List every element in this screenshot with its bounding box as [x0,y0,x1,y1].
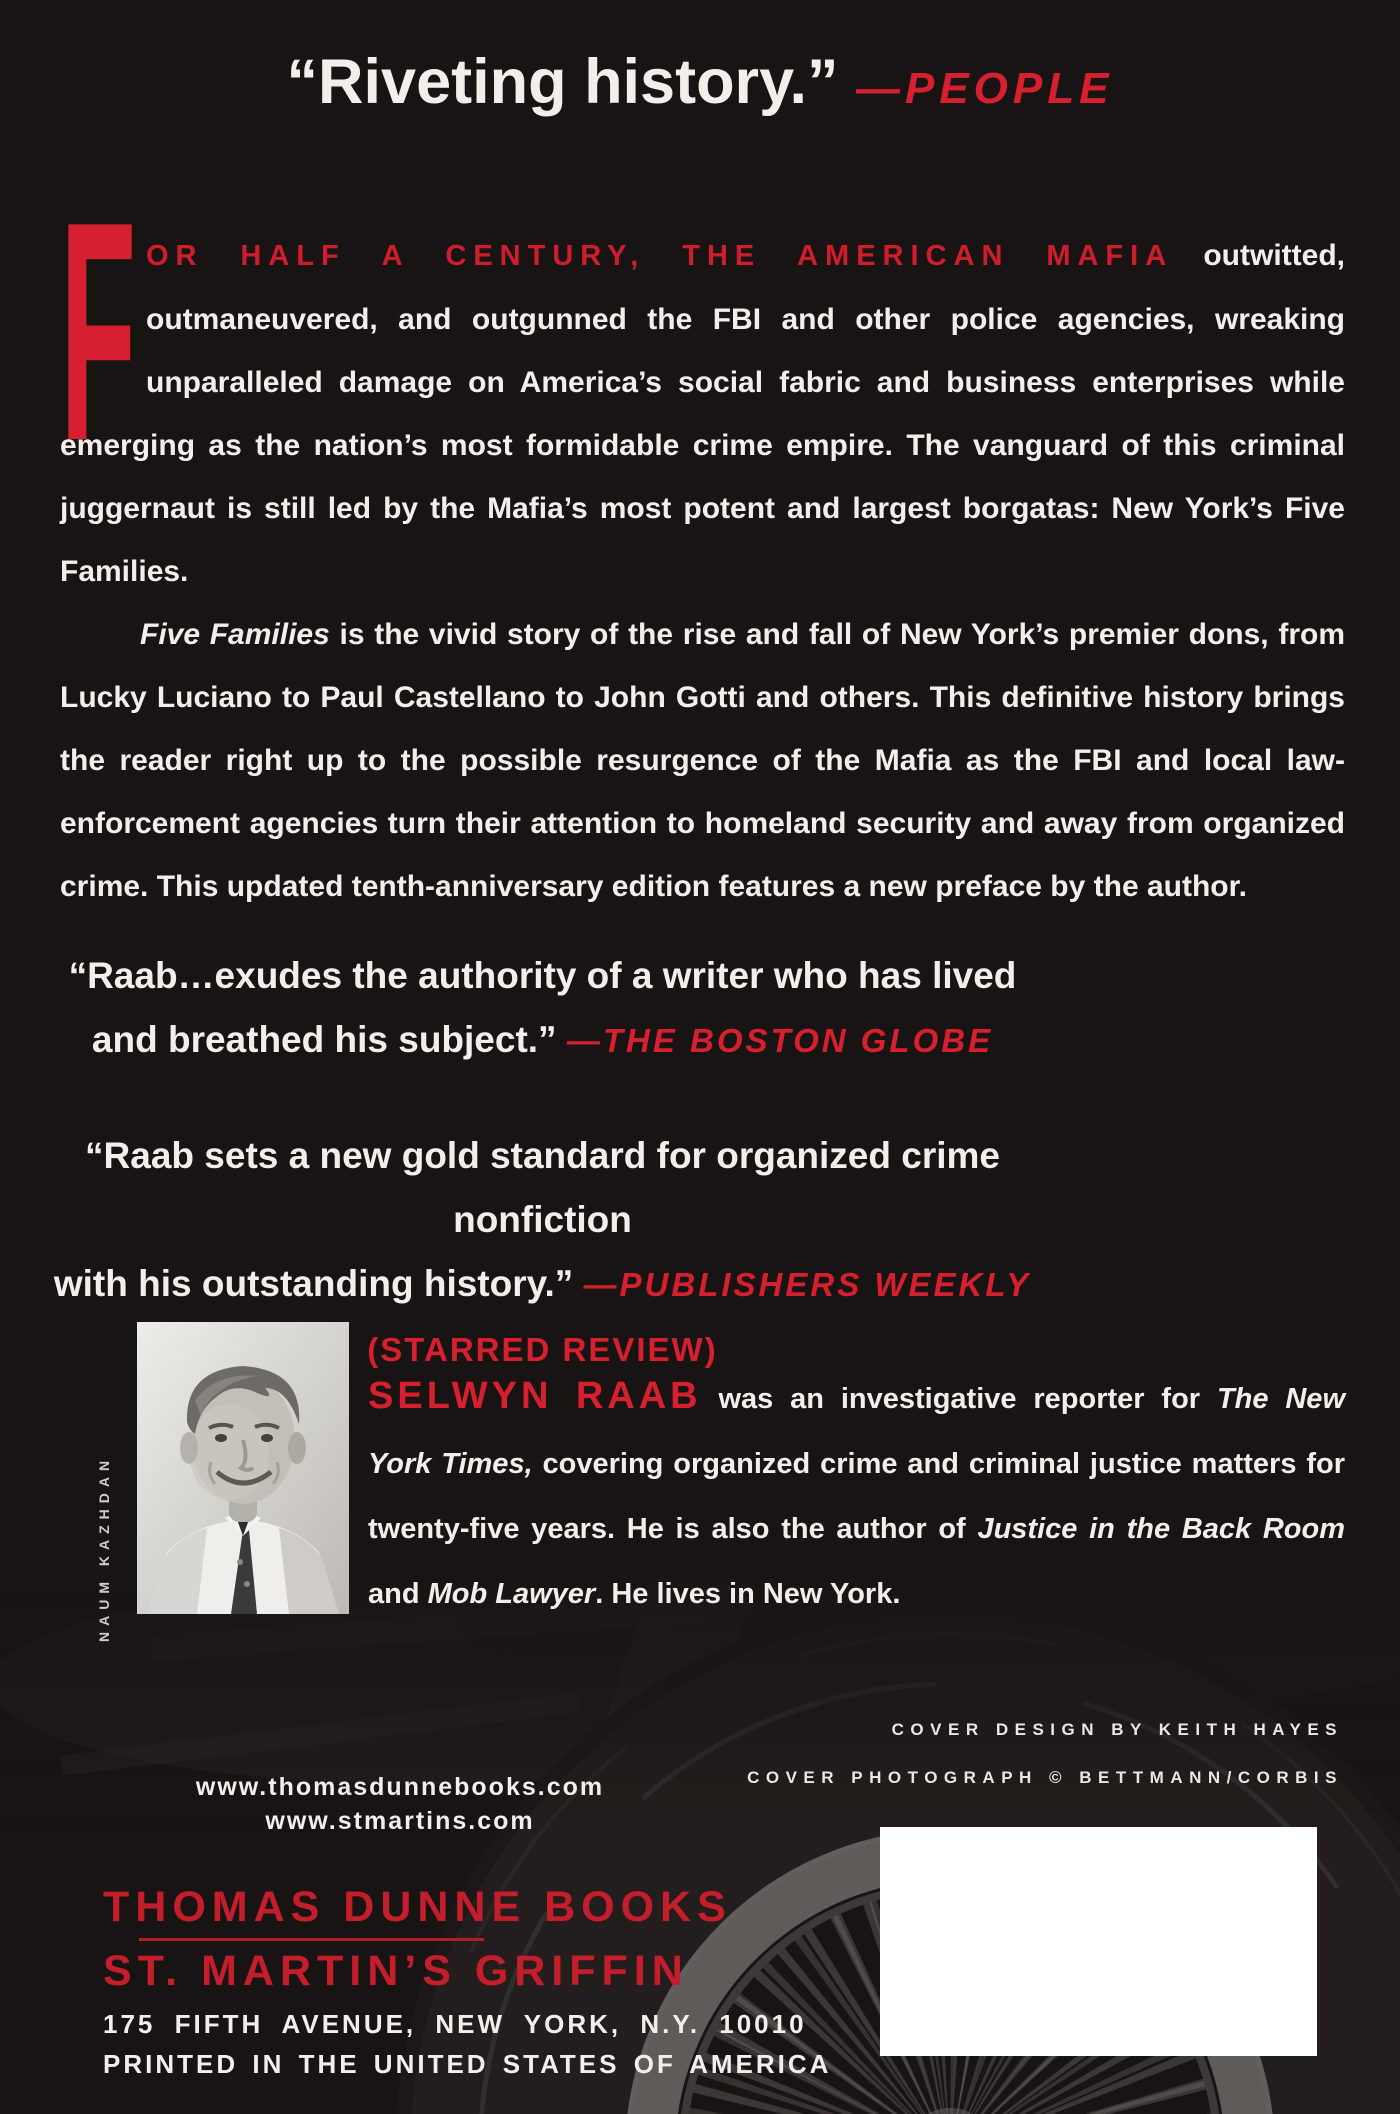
synopsis-paragraph-1-text: outwitted, outmaneuvered, and outgunned the FBI and other police agencies, wreaking unparalleled damage on America’s social fabric and business enterprises while emerging as the nation’s most formidable crime empire. The vanguard of this criminal juggernaut is still led by the Mafia’s most potent and largest borgatas: New York’s Five Families. [60,239,1345,588]
headline-quote-text: “Riveting history.” [286,47,856,117]
bio-text: was an investigative reporter for [701,1383,1217,1415]
imprint-st-martins-griffin: ST. MARTIN’S GRIFFIN [103,1947,689,1995]
bio-italic-justice: Justice in the Back Room [977,1513,1346,1545]
headline-quote-attribution: —PEOPLE [855,64,1114,113]
globe-quote-line1: “Raab…exudes the authority of a writer who has lived [68,955,1017,996]
bio-italic-nyt: The New York Times, [368,1383,1345,1480]
imprint-divider-rule [139,1938,484,1941]
cover-design-credit: COVER DESIGN BY KEITH HAYES [891,1720,1343,1739]
barcode-placeholder [880,1827,1317,2056]
printed-in-usa: PRINTED IN THE UNITED STATES OF AMERICA [103,2049,832,2079]
photo-credit-vertical: NAUM KAZHDAN [96,1454,112,1642]
boston-globe-quote [0,944,1085,1073]
globe-quote-line2: and breathed his subject.” [91,1019,567,1060]
publisher-address: 175 FIFTH AVENUE, NEW YORK, N.Y. 10010 [103,2009,807,2039]
bio-text: . He lives in New York. [595,1578,901,1610]
pw-quote-line2: with his outstanding history.” [53,1263,584,1304]
publisher-urls [150,1770,650,1838]
url-thomasdunnebooks: www.thomasdunnebooks.com [195,1773,605,1801]
cover-photograph-credit: COVER PHOTOGRAPH © BETTMANN/CORBIS [747,1768,1343,1787]
synopsis-lead-in: OR HALF A CENTURY, THE AMERICAN MAFIA [146,240,1174,272]
synopsis-paragraph-2 [60,603,1345,918]
bio-text: and [368,1578,428,1610]
pw-quote-starred-review: (STARRED REVIEW) [367,1331,718,1368]
book-title-italic: Five Families [140,618,330,651]
synopsis-paragraph-1 [60,158,1345,603]
bio-text: covering organized crime and criminal justice matters for twenty-five years. He is also the author of [368,1448,1345,1545]
bio-italic-mob-lawyer: Mob Lawyer [427,1578,596,1610]
publisher-block [103,1883,832,2080]
author-photo [137,1322,349,1614]
synopsis [60,158,1345,918]
globe-quote-attribution: —THE BOSTON GLOBE [566,1022,994,1059]
author-bio [368,1364,1345,1627]
url-stmartins: www.stmartins.com [265,1807,535,1835]
pw-quote-line1: “Raab sets a new gold standard for organized crime nonfiction [85,1135,1000,1240]
cover-credits [747,1706,1343,1802]
imprint-thomas-dunne-books: THOMAS DUNNE BOOKS [103,1883,732,1931]
headline-quote [0,48,1400,117]
author-name: SELWYN RAAB [368,1375,702,1417]
dropcap-letter: F [60,158,137,506]
synopsis-paragraph-2-text: is the vivid story of the rise and fall of New York’s premier dons, from Lucky Luciano to Paul Castellano to John Gotti and others. This definitive history brings the reader right up to the possible resurgence of the Mafia as the FBI and local law-enforcement agencies turn their attention to homeland security and away from organized crime. This updated tenth-anniversary edition features a new preface by the author. [60,618,1345,903]
pw-quote-attribution: —PUBLISHERS WEEKLY [583,1266,1032,1303]
